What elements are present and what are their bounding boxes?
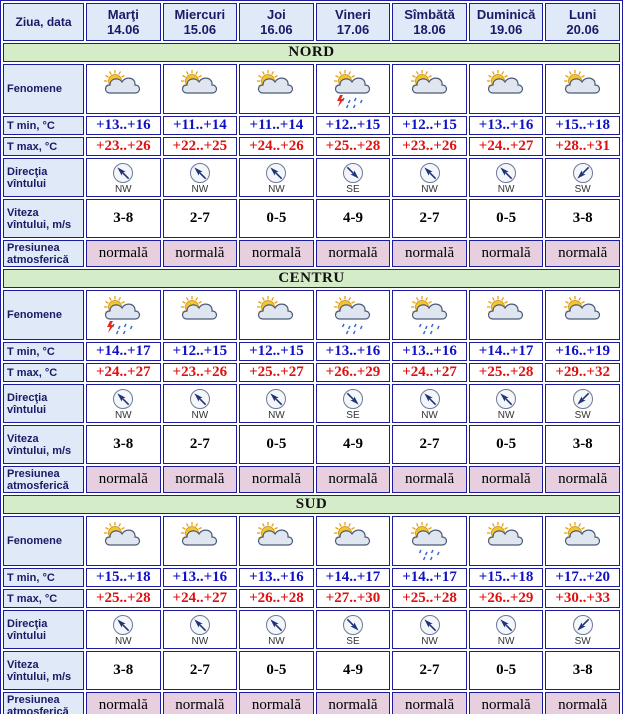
pressure-value: normală — [545, 466, 620, 493]
day-date: 17.06 — [336, 22, 370, 37]
day-header — [163, 3, 238, 41]
header-row — [3, 3, 620, 41]
partly-cloudy-icon — [251, 519, 301, 563]
row-label: T min, °C — [3, 342, 84, 361]
partly-cloudy-icon — [405, 67, 455, 111]
wind-direction-row — [3, 158, 620, 197]
cloudy-rain-icon — [405, 293, 455, 337]
weather-cell — [239, 516, 314, 566]
weather-cell — [545, 516, 620, 566]
zone-title: CENTRU — [3, 269, 620, 288]
tmax-value: +22..+25 — [163, 137, 238, 156]
weather-cell — [86, 516, 161, 566]
wind-direction-arrow-icon — [112, 614, 134, 636]
wind-direction-cell — [392, 158, 467, 197]
cloudy-rain-icon — [405, 519, 455, 563]
wind-speed-value: 3-8 — [86, 651, 161, 690]
wind-direction-arrow-icon — [265, 162, 287, 184]
weather-cell — [392, 516, 467, 566]
wind-direction-cell — [316, 610, 391, 649]
day-date: 15.06 — [183, 22, 217, 37]
pressure-value: normală — [392, 692, 467, 714]
wind-direction-cell — [239, 158, 314, 197]
day-name: Joi — [267, 7, 286, 22]
pressure-row — [3, 466, 620, 493]
phenomena-row — [3, 64, 620, 114]
wind-speed-value: 2-7 — [163, 651, 238, 690]
wind-speed-value: 2-7 — [163, 199, 238, 238]
pressure-value: normală — [316, 240, 391, 267]
wind-direction-arrow-icon — [419, 162, 441, 184]
row-label: T max, °C — [3, 589, 84, 608]
wind-speed-row — [3, 651, 620, 690]
wind-speed-value: 4-9 — [316, 199, 391, 238]
row-label: Presiunea atmosferică — [3, 466, 84, 493]
partly-cloudy-icon — [558, 519, 608, 563]
day-header — [86, 3, 161, 41]
pressure-value: normală — [392, 240, 467, 267]
day-name: Marţi — [107, 7, 139, 22]
wind-speed-value: 0-5 — [239, 425, 314, 464]
wind-direction-cell — [163, 384, 238, 423]
wind-direction-label: NW — [191, 635, 209, 647]
tmax-row — [3, 589, 620, 608]
wind-direction-label: NW — [421, 409, 438, 421]
wind-direction-label: SE — [346, 183, 360, 195]
wind-direction-label: NW — [421, 635, 438, 647]
tmax-row — [3, 363, 620, 382]
cloudy-thunderstorm-icon — [328, 67, 378, 111]
tmax-value: +24..+27 — [392, 363, 467, 382]
zone-header-row — [3, 495, 620, 514]
day-date: 14.06 — [107, 22, 140, 37]
wind-direction-cell — [545, 158, 620, 197]
weather-cell — [469, 516, 544, 566]
pressure-value: normală — [239, 240, 314, 267]
weather-cell — [545, 64, 620, 114]
tmin-value: +16..+19 — [545, 342, 620, 361]
day-name: Duminică — [476, 7, 536, 22]
row-label: Viteza vîntului, m/s — [3, 199, 84, 238]
tmax-value: +30..+33 — [545, 589, 620, 608]
wind-direction-arrow-icon — [112, 162, 134, 184]
wind-speed-value: 2-7 — [163, 425, 238, 464]
tmin-value: +13..+16 — [86, 116, 161, 135]
wind-direction-cell — [392, 610, 467, 649]
partly-cloudy-icon — [558, 67, 608, 111]
wind-direction-cell — [316, 384, 391, 423]
tmin-value: +15..+18 — [545, 116, 620, 135]
wind-direction-cell — [239, 384, 314, 423]
wind-direction-cell — [86, 158, 161, 197]
partly-cloudy-icon — [558, 293, 608, 337]
wind-speed-value: 3-8 — [86, 425, 161, 464]
day-name: Miercuri — [174, 7, 226, 22]
partly-cloudy-icon — [481, 67, 531, 111]
wind-direction-cell — [316, 158, 391, 197]
wind-direction-row — [3, 610, 620, 649]
partly-cloudy-icon — [98, 67, 148, 111]
pressure-value: normală — [316, 466, 391, 493]
wind-direction-cell — [392, 384, 467, 423]
wind-direction-cell — [469, 610, 544, 649]
tmax-value: +25..+28 — [392, 589, 467, 608]
weather-cell — [86, 64, 161, 114]
wind-direction-label: SE — [346, 635, 360, 647]
wind-direction-arrow-icon — [419, 614, 441, 636]
wind-speed-value: 0-5 — [239, 199, 314, 238]
row-label: T min, °C — [3, 116, 84, 135]
wind-direction-arrow-icon — [495, 614, 517, 636]
tmax-value: +25..+27 — [239, 363, 314, 382]
row-label: Fenomene — [3, 64, 84, 114]
pressure-value: normală — [545, 240, 620, 267]
tmax-value: +24..+27 — [86, 363, 161, 382]
wind-direction-cell — [86, 610, 161, 649]
pressure-value: normală — [469, 240, 544, 267]
pressure-value: normală — [163, 692, 238, 714]
tmin-value: +12..+15 — [163, 342, 238, 361]
day-date: 20.06 — [566, 22, 599, 37]
wind-speed-value: 0-5 — [469, 651, 544, 690]
weather-cell — [316, 64, 391, 114]
pressure-value: normală — [86, 692, 161, 714]
tmin-row — [3, 116, 620, 135]
wind-direction-arrow-icon — [342, 162, 364, 184]
row-label: Viteza vîntului, m/s — [3, 425, 84, 464]
wind-direction-row — [3, 384, 620, 423]
tmin-row — [3, 342, 620, 361]
day-header — [545, 3, 620, 41]
partly-cloudy-icon — [251, 293, 301, 337]
zone-header-row — [3, 43, 620, 62]
day-header — [469, 3, 544, 41]
row-label: Direcţia vîntului — [3, 610, 84, 649]
wind-direction-arrow-icon — [419, 388, 441, 410]
wind-direction-cell — [239, 610, 314, 649]
wind-direction-cell — [545, 384, 620, 423]
wind-direction-cell — [469, 384, 544, 423]
tmin-value: +12..+15 — [392, 116, 467, 135]
wind-direction-arrow-icon — [572, 388, 594, 410]
tmin-value: +13..+16 — [469, 116, 544, 135]
wind-direction-label: SW — [574, 409, 591, 421]
wind-speed-value: 3-8 — [545, 199, 620, 238]
pressure-value: normală — [163, 240, 238, 267]
partly-cloudy-icon — [175, 519, 225, 563]
day-name: Sîmbătă — [404, 7, 455, 22]
tmin-value: +13..+16 — [392, 342, 467, 361]
partly-cloudy-icon — [481, 293, 531, 337]
cloudy-rain-icon — [328, 293, 378, 337]
header-label: Ziua, data — [3, 3, 84, 41]
pressure-value: normală — [392, 466, 467, 493]
weather-cell — [163, 290, 238, 340]
wind-direction-cell — [469, 158, 544, 197]
weather-cell — [239, 290, 314, 340]
tmin-value: +17..+20 — [545, 568, 620, 587]
tmax-value: +26..+29 — [469, 589, 544, 608]
wind-speed-value: 4-9 — [316, 651, 391, 690]
tmax-value: +25..+28 — [86, 589, 161, 608]
partly-cloudy-icon — [328, 519, 378, 563]
weather-cell — [86, 290, 161, 340]
wind-direction-arrow-icon — [189, 614, 211, 636]
pressure-value: normală — [469, 692, 544, 714]
wind-speed-value: 3-8 — [545, 425, 620, 464]
tmax-value: +26..+28 — [239, 589, 314, 608]
partly-cloudy-icon — [251, 67, 301, 111]
partly-cloudy-icon — [175, 67, 225, 111]
pressure-row — [3, 692, 620, 714]
tmax-value: +29..+32 — [545, 363, 620, 382]
wind-speed-value: 2-7 — [392, 199, 467, 238]
tmin-value: +12..+15 — [239, 342, 314, 361]
wind-direction-label: NW — [268, 409, 285, 421]
tmax-value: +28..+31 — [545, 137, 620, 156]
wind-direction-arrow-icon — [572, 162, 594, 184]
tmin-value: +11..+14 — [163, 116, 238, 135]
wind-direction-cell — [163, 158, 238, 197]
wind-speed-value: 3-8 — [545, 651, 620, 690]
wind-speed-value: 0-5 — [469, 199, 544, 238]
tmin-value: +14..+17 — [316, 568, 391, 587]
tmin-value: +15..+18 — [469, 568, 544, 587]
day-header — [239, 3, 314, 41]
wind-direction-label: NW — [497, 409, 515, 421]
wind-direction-arrow-icon — [265, 614, 287, 636]
wind-direction-label: NW — [497, 183, 515, 195]
tmin-value: +13..+16 — [163, 568, 238, 587]
day-name: Vineri — [335, 7, 371, 22]
tmax-value: +26..+29 — [316, 363, 391, 382]
partly-cloudy-icon — [175, 293, 225, 337]
wind-direction-cell — [86, 384, 161, 423]
wind-direction-label: NW — [191, 183, 209, 195]
pressure-value: normală — [545, 692, 620, 714]
tmin-row — [3, 568, 620, 587]
pressure-row — [3, 240, 620, 267]
row-label: Presiunea atmosferică — [3, 240, 84, 267]
day-header — [316, 3, 391, 41]
row-label: T min, °C — [3, 568, 84, 587]
wind-direction-arrow-icon — [342, 614, 364, 636]
zone-header-row — [3, 269, 620, 288]
tmin-value: +14..+17 — [392, 568, 467, 587]
pressure-value: normală — [469, 466, 544, 493]
wind-direction-label: NW — [114, 635, 132, 647]
wind-speed-value: 2-7 — [392, 651, 467, 690]
wind-direction-label: NW — [114, 183, 132, 195]
day-header — [392, 3, 467, 41]
wind-direction-arrow-icon — [189, 162, 211, 184]
row-label: Fenomene — [3, 516, 84, 566]
day-name: Luni — [568, 7, 597, 22]
day-date: 19.06 — [489, 22, 523, 37]
day-date: 16.06 — [260, 22, 293, 37]
weather-cell — [392, 64, 467, 114]
wind-speed-value: 4-9 — [316, 425, 391, 464]
wind-direction-cell — [545, 610, 620, 649]
weather-cell — [239, 64, 314, 114]
weather-cell — [469, 290, 544, 340]
pressure-value: normală — [86, 240, 161, 267]
row-label: Presiunea atmosferică — [3, 692, 84, 714]
pressure-value: normală — [163, 466, 238, 493]
phenomena-row — [3, 290, 620, 340]
tmax-row — [3, 137, 620, 156]
zone-title: NORD — [3, 43, 620, 62]
wind-direction-label: SE — [346, 409, 360, 421]
tmax-value: +25..+28 — [316, 137, 391, 156]
wind-direction-label: NW — [268, 635, 285, 647]
tmax-value: +25..+28 — [469, 363, 544, 382]
tmin-value: +11..+14 — [239, 116, 314, 135]
row-label: T max, °C — [3, 137, 84, 156]
pressure-value: normală — [239, 692, 314, 714]
wind-speed-row — [3, 199, 620, 238]
tmax-value: +23..+26 — [163, 363, 238, 382]
weather-cell — [316, 516, 391, 566]
weather-cell — [163, 64, 238, 114]
row-label: Direcţia vîntului — [3, 158, 84, 197]
weather-cell — [545, 290, 620, 340]
row-label: Direcţia vîntului — [3, 384, 84, 423]
weather-cell — [316, 290, 391, 340]
tmin-value: +13..+16 — [316, 342, 391, 361]
wind-speed-value: 0-5 — [239, 651, 314, 690]
wind-direction-label: NW — [191, 409, 209, 421]
tmax-value: +23..+26 — [86, 137, 161, 156]
row-label: T max, °C — [3, 363, 84, 382]
tmin-value: +12..+15 — [316, 116, 391, 135]
wind-direction-arrow-icon — [189, 388, 211, 410]
wind-speed-value: 2-7 — [392, 425, 467, 464]
tmin-value: +14..+17 — [469, 342, 544, 361]
tmax-value: +27..+30 — [316, 589, 391, 608]
wind-direction-label: NW — [421, 183, 438, 195]
row-label: Fenomene — [3, 290, 84, 340]
zone-title: SUD — [3, 495, 620, 514]
weather-cell — [469, 64, 544, 114]
wind-speed-value: 0-5 — [469, 425, 544, 464]
wind-direction-label: NW — [114, 409, 132, 421]
wind-direction-arrow-icon — [265, 388, 287, 410]
tmax-value: +24..+26 — [239, 137, 314, 156]
day-date: 18.06 — [413, 22, 446, 37]
pressure-value: normală — [239, 466, 314, 493]
wind-direction-label: NW — [268, 183, 285, 195]
partly-cloudy-icon — [481, 519, 531, 563]
wind-direction-arrow-icon — [572, 614, 594, 636]
pressure-value: normală — [316, 692, 391, 714]
wind-direction-label: NW — [497, 635, 515, 647]
tmax-value: +24..+27 — [469, 137, 544, 156]
wind-direction-arrow-icon — [495, 388, 517, 410]
wind-direction-label: SW — [574, 635, 591, 647]
wind-direction-label: SW — [574, 183, 591, 195]
tmin-value: +14..+17 — [86, 342, 161, 361]
wind-direction-arrow-icon — [342, 388, 364, 410]
pressure-value: normală — [86, 466, 161, 493]
row-label: Viteza vîntului, m/s — [3, 651, 84, 690]
wind-speed-value: 3-8 — [86, 199, 161, 238]
wind-direction-arrow-icon — [112, 388, 134, 410]
wind-direction-arrow-icon — [495, 162, 517, 184]
partly-cloudy-icon — [98, 519, 148, 563]
tmax-value: +23..+26 — [392, 137, 467, 156]
wind-speed-row — [3, 425, 620, 464]
weather-cell — [392, 290, 467, 340]
weather-cell — [163, 516, 238, 566]
cloudy-thunderstorm-icon — [98, 293, 148, 337]
tmin-value: +15..+18 — [86, 568, 161, 587]
tmax-value: +24..+27 — [163, 589, 238, 608]
phenomena-row — [3, 516, 620, 566]
wind-direction-cell — [163, 610, 238, 649]
tmin-value: +13..+16 — [239, 568, 314, 587]
